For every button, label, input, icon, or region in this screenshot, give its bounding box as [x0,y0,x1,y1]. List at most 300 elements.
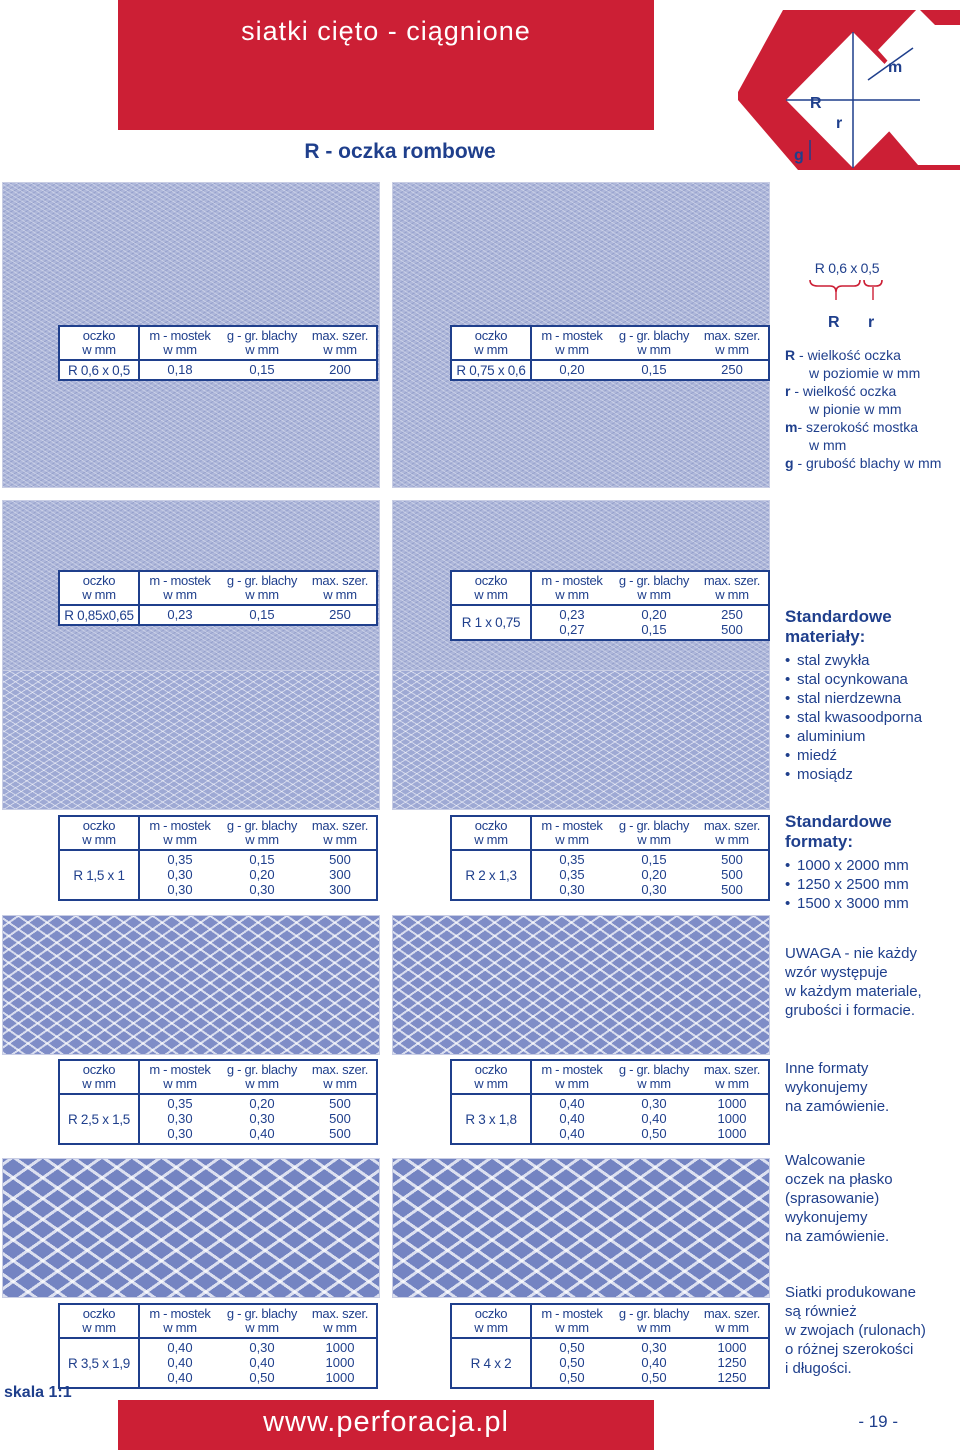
column-header-line: g - gr. blachy [618,818,690,833]
table-cell: 1000 [325,1355,355,1370]
table-header [60,1305,376,1339]
column-header-line: w mm [323,342,357,357]
table-cell: 0,20 [641,607,667,622]
list-item: • miedź [785,746,922,765]
table-cell: 0,15 [641,852,667,867]
page-number: - 19 - [858,1412,898,1431]
table-cell: 250 [329,607,351,622]
table-cell: 1250 [717,1370,747,1385]
list-item: • 1500 x 3000 mm [785,894,909,913]
column-header-line: w mm [163,342,197,357]
table-header [60,1061,376,1095]
mesh-photo-r35 [2,1158,380,1298]
spec-table [450,1303,770,1389]
table-cell: 0,40 [641,1111,667,1126]
page-subtitle: R - oczka rombowe [304,140,496,163]
legend-text: - szerokość mostka [797,419,919,435]
column-header [304,1061,376,1093]
spec-table [450,815,770,901]
table-cell: 500 [721,622,743,637]
table-row [60,1095,376,1143]
column-header-line: w mm [637,1076,671,1091]
column-header-line: g - gr. blachy [618,1306,690,1321]
column-header [696,817,768,849]
sample-label: R 0,6 x 0,5 [814,260,880,276]
mesh-photo-r2 [392,670,770,810]
sample-r: r [868,314,875,331]
column-header-line: g - gr. blachy [618,1062,690,1077]
column-header-line: oczko [474,328,508,343]
table-cell: 0,50 [559,1340,585,1355]
column-header-line: w mm [82,1320,116,1335]
column-header [612,572,696,604]
column-header [60,817,140,849]
column-header-line: max. szer. [703,818,761,833]
table-header [60,817,376,851]
value-column [612,361,696,379]
table-cell: 0,40 [249,1355,275,1370]
footer-url: www.perforacja.pl [263,1406,509,1438]
column-header-line: w mm [474,1320,508,1335]
table-cell: 0,50 [641,1126,667,1141]
table-row [60,1339,376,1387]
value-column [220,361,304,379]
table-cell: 1250 [717,1355,747,1370]
column-header-line: w mm [82,1076,116,1091]
column-header-line: max. szer. [703,1062,761,1077]
column-header-line: w mm [715,1076,749,1091]
column-header-line: g - gr. blachy [226,1062,298,1077]
legend-text: w poziomie w mm [809,365,921,381]
column-header-line: g - gr. blachy [618,573,690,588]
value-column [140,851,220,899]
diagram-label-r: r [836,115,843,132]
table-row [452,361,768,379]
column-header-line: oczko [82,1062,116,1077]
value-column [612,1339,696,1387]
column-header [452,1061,532,1093]
mesh-size-cell: R 3,5 x 1,9 [60,1339,140,1387]
column-header-line: w mm [245,587,279,602]
column-header-line: max. szer. [703,1306,761,1321]
legend-text: - wielkość oczka [794,383,897,399]
table-cell: 0,40 [559,1111,585,1126]
column-header-line: w mm [715,1320,749,1335]
mesh-photo-r4 [392,1158,770,1298]
value-column [696,1339,768,1387]
value-cells [532,361,768,379]
table-cell: 0,30 [249,882,275,897]
value-column [696,1095,768,1143]
column-header [220,1305,304,1337]
column-header-line: w mm [555,1320,589,1335]
mesh-size-cell: R 0,75 x 0,6 [452,361,532,379]
column-header [696,327,768,359]
column-header-line: oczko [474,573,508,588]
value-column [532,1095,612,1143]
footer-banner [118,1400,654,1450]
spec-table [58,1303,378,1389]
column-header-line: w mm [163,1076,197,1091]
column-header-line: m - mostek [149,573,211,588]
table-cell: 0,40 [249,1126,275,1141]
table-cell: 0,15 [249,607,275,622]
column-header [140,572,220,604]
column-header-line: w mm [82,342,116,357]
value-column [532,606,612,639]
column-header-line: w mm [245,1320,279,1335]
table-header [452,1061,768,1095]
table-row [452,606,768,639]
list-item: • 1000 x 2000 mm [785,856,909,875]
column-header-line: w mm [474,832,508,847]
value-cells [532,606,768,639]
column-header-line: w mm [323,1076,357,1091]
table-row [60,851,376,899]
table-cell: 0,20 [249,1096,275,1111]
value-cells [532,1095,768,1143]
spec-table [450,1059,770,1145]
column-header-line: w mm [245,1076,279,1091]
table-cell: 1000 [717,1096,747,1111]
value-column [532,851,612,899]
column-header-line: m - mostek [541,1062,603,1077]
mesh-size-cell: R 2 x 1,3 [452,851,532,899]
column-header [304,817,376,849]
column-header-line: m - mostek [149,1306,211,1321]
table-cell: 0,15 [249,852,275,867]
table-cell: 250 [721,362,743,377]
table-cell: 0,30 [641,1340,667,1355]
scale-label: skala 1:1 [4,1384,72,1401]
mesh-size-cell: R 2,5 x 1,5 [60,1095,140,1143]
value-cells [140,1339,376,1387]
value-cells [140,851,376,899]
legend [785,346,960,472]
column-header-line: oczko [82,818,116,833]
column-header [140,1305,220,1337]
formats-block [785,812,909,913]
mesh-size-cell: R 1 x 0,75 [452,606,532,639]
table-cell: 0,35 [559,867,585,882]
column-header [612,817,696,849]
table-cell: 0,40 [167,1340,193,1355]
table-cell: 0,40 [559,1126,585,1141]
column-header-line: g - gr. blachy [226,328,298,343]
column-header [696,572,768,604]
table-header [452,327,768,361]
table-row [60,606,376,624]
table-cell: 0,35 [559,852,585,867]
table-cell: 0,40 [641,1355,667,1370]
value-column [220,851,304,899]
value-column [140,1095,220,1143]
column-header-line: w mm [637,342,671,357]
column-header-line: w mm [715,342,749,357]
diagram-label-R: R [810,95,822,112]
column-header-line: oczko [82,328,116,343]
materials-heading: Standardowe materiały: [785,607,892,646]
table-cell: 0,27 [559,622,585,637]
column-header-line: oczko [82,573,116,588]
table-cell: 0,15 [641,362,667,377]
column-header [140,817,220,849]
value-column [220,1339,304,1387]
column-header-line: w mm [82,587,116,602]
column-header-line: w mm [555,832,589,847]
mesh-diagram [738,0,960,170]
table-cell: 0,23 [167,607,193,622]
list-item: • mosiądz [785,765,922,784]
diagram-label-g: g [794,147,804,164]
column-header [60,1061,140,1093]
column-header-line: w mm [715,832,749,847]
column-header-line: m - mostek [541,573,603,588]
diagram-label-m: m [888,59,903,76]
table-cell: 0,15 [641,622,667,637]
column-header-line: w mm [637,587,671,602]
legend-key: g [785,455,794,471]
table-row [452,851,768,899]
legend-item [785,346,960,382]
list-item: • 1250 x 2500 mm [785,875,909,894]
table-header [60,327,376,361]
column-header-line: oczko [82,1306,116,1321]
table-header [452,1305,768,1339]
table-cell: 0,20 [641,867,667,882]
table-cell: 250 [721,607,743,622]
column-header-line: oczko [474,818,508,833]
column-header-line: max. szer. [703,573,761,588]
column-header-line: g - gr. blachy [618,328,690,343]
value-cells [140,606,376,624]
column-header-line: w mm [323,1320,357,1335]
value-column [612,1095,696,1143]
value-column [612,851,696,899]
value-cells [532,1339,768,1387]
table-cell: 0,23 [559,607,585,622]
column-header [304,572,376,604]
column-header [696,1061,768,1093]
materials-list [785,651,922,784]
table-cell: 1000 [325,1340,355,1355]
table-cell: 200 [329,362,351,377]
column-header-line: w mm [163,587,197,602]
column-header [60,1305,140,1337]
column-header-line: w mm [323,587,357,602]
materials-block [785,607,922,784]
column-header-line: w mm [555,1076,589,1091]
table-row [452,1339,768,1387]
value-column [304,851,376,899]
column-header-line: oczko [474,1306,508,1321]
column-header [612,1061,696,1093]
column-header [532,327,612,359]
value-cells [140,361,376,379]
table-cell: 0,30 [167,882,193,897]
legend-text: - wielkość oczka [799,347,901,363]
column-header-line: m - mostek [149,1062,211,1077]
table-cell: 0,30 [167,1111,193,1126]
column-header-line: m - mostek [541,1306,603,1321]
table-cell: 0,30 [641,1096,667,1111]
column-header-line: w mm [163,832,197,847]
value-column [304,606,376,624]
mesh-photo-r3 [392,915,770,1055]
column-header-line: w mm [715,587,749,602]
list-item: • stal ocynkowana [785,670,922,689]
sample-box [806,248,888,331]
legend-item [785,454,960,472]
table-cell: 1000 [717,1126,747,1141]
column-header-line: w mm [245,342,279,357]
value-column [532,1339,612,1387]
column-header-line: max. szer. [311,818,369,833]
table-cell: 0,15 [249,362,275,377]
spec-table [58,570,378,626]
sample-R: R [828,314,840,331]
legend-key: r [785,383,791,399]
column-header-line: w mm [163,1320,197,1335]
list-item: • stal zwykła [785,651,922,670]
column-header-line: w mm [474,342,508,357]
column-header-line: w mm [245,832,279,847]
table-cell: 0,40 [559,1096,585,1111]
mesh-photo-r25 [2,915,380,1055]
legend-key: m [785,419,798,435]
column-header-line: w mm [323,832,357,847]
table-cell: 0,30 [641,882,667,897]
formats-list [785,856,909,913]
table-cell: 0,50 [641,1370,667,1385]
column-header [532,817,612,849]
spec-table [450,570,770,641]
column-header-line: m - mostek [541,328,603,343]
table-cell: 0,40 [167,1370,193,1385]
column-header-line: max. szer. [311,328,369,343]
table-cell: 0,30 [167,867,193,882]
value-column [220,1095,304,1143]
mesh-size-cell: R 3 x 1,8 [452,1095,532,1143]
list-item: • stal kwasoodporna [785,708,922,727]
column-header [60,327,140,359]
header-banner [118,0,654,130]
formats-heading: Standardowe formaty: [785,812,892,851]
table-cell: 500 [329,1126,351,1141]
value-column [220,606,304,624]
list-item: • aluminium [785,727,922,746]
column-header-line: w mm [637,1320,671,1335]
column-header [220,327,304,359]
table-cell: 0,30 [167,1126,193,1141]
table-cell: 0,20 [559,362,585,377]
spec-table [58,1059,378,1145]
column-header-line: w mm [474,1076,508,1091]
table-cell: 1000 [325,1370,355,1385]
column-header [452,1305,532,1337]
column-header-line: g - gr. blachy [226,1306,298,1321]
column-header [140,1061,220,1093]
note-other-formats: Inne formaty wykonujemy na zamówienie. [785,1060,890,1115]
mesh-size-cell: R 0,85x0,65 [60,606,140,624]
table-cell: 0,20 [249,867,275,882]
legend-text: w mm [809,437,847,453]
column-header [220,817,304,849]
table-cell: 300 [329,867,351,882]
table-cell: 1000 [717,1340,747,1355]
mesh-size-cell: R 1,5 x 1 [60,851,140,899]
value-column [304,1095,376,1143]
column-header-line: g - gr. blachy [226,818,298,833]
column-header [612,327,696,359]
table-cell: 300 [329,882,351,897]
column-header-line: g - gr. blachy [226,573,298,588]
table-cell: 0,50 [559,1355,585,1370]
table-header [60,572,376,606]
table-header [452,817,768,851]
column-header-line: w mm [474,587,508,602]
table-header [452,572,768,606]
spec-table [450,325,770,381]
table-cell: 500 [721,867,743,882]
column-header [304,1305,376,1337]
table-cell: 500 [721,852,743,867]
value-column [612,606,696,639]
legend-key: R [785,347,796,363]
table-cell: 0,50 [249,1370,275,1385]
table-cell: 500 [329,1096,351,1111]
value-column [140,606,220,624]
table-cell: 0,18 [167,362,193,377]
column-header [452,817,532,849]
value-column [304,361,376,379]
legend-item [785,382,960,418]
mesh-size-cell: R 4 x 2 [452,1339,532,1387]
column-header-line: w mm [555,587,589,602]
mesh-photo-r15 [2,670,380,810]
column-header [612,1305,696,1337]
list-item: • stal nierdzewna [785,689,922,708]
value-cells [140,1095,376,1143]
table-cell: 0,30 [249,1340,275,1355]
note-rolls: Siatki produkowane są również w zwojach (rulonach) o różnej szerokości i długości. [785,1284,926,1377]
column-header-line: oczko [474,1062,508,1077]
table-row [452,1095,768,1143]
value-column [696,851,768,899]
column-header [532,1061,612,1093]
column-header [220,1061,304,1093]
table-cell: 500 [329,1111,351,1126]
column-header [220,572,304,604]
note-warning: UWAGA - nie każdy wzór występuje w każdym materiale, grubości i formacie. [785,945,922,1019]
value-column [696,361,768,379]
legend-text: - grubość blachy w mm [797,455,942,471]
table-cell: 500 [721,882,743,897]
value-column [140,361,220,379]
column-header [60,572,140,604]
table-cell: 0,50 [559,1370,585,1385]
column-header-line: m - mostek [541,818,603,833]
value-column [532,361,612,379]
note-rolling: Walcowanie oczek na płasko (sprasowanie) wykonujemy na zamówienie. [785,1152,893,1245]
column-header-line: m - mostek [149,818,211,833]
column-header-line: w mm [82,832,116,847]
table-cell: 1000 [717,1111,747,1126]
value-column [696,606,768,639]
value-column [304,1339,376,1387]
mesh-size-cell: R 0,6 x 0,5 [60,361,140,379]
column-header [140,327,220,359]
